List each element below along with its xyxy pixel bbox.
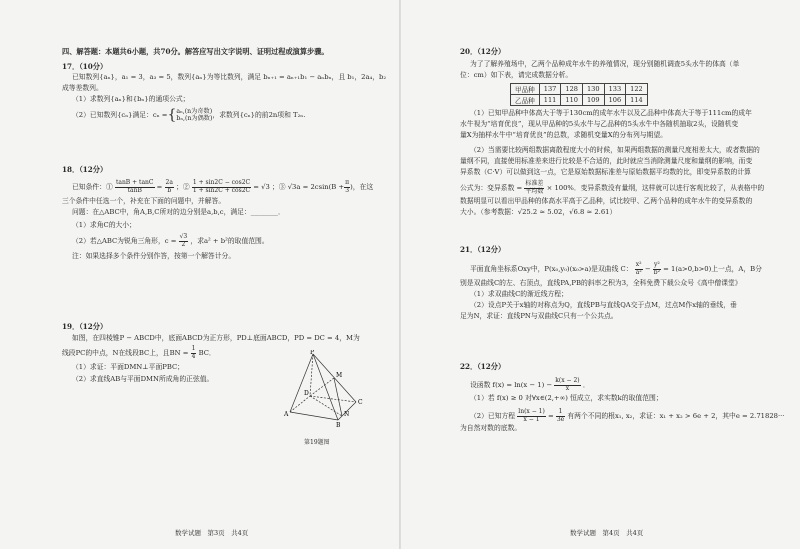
frac-num: π: [345, 179, 350, 186]
label-P: P: [310, 350, 315, 356]
right-page: [400, 0, 800, 549]
q21-frac-x: [635, 262, 643, 276]
q17-part2-text: （2）已知数列{cₙ}满足：cₙ =: [72, 111, 168, 119]
data-cell: 122: [626, 84, 648, 95]
frac-den: 4: [191, 352, 196, 360]
q18-part2-end: ，求a² + b²的取值范围。: [190, 237, 269, 245]
q18-line3: 问题：在△ABC中，角A,B,C所对的边分别是a,b,c，满足：________．: [72, 208, 285, 216]
page-footer-left: 数学试题 第3页 共4页: [175, 529, 249, 537]
frac-den: tanB: [127, 186, 142, 194]
frac-num: √3: [179, 233, 188, 240]
frac-den: 1 + sin2C + cos2C: [192, 186, 251, 194]
height-table: [510, 83, 648, 106]
data-cell: 133: [604, 84, 626, 95]
data-cell: 130: [582, 84, 604, 95]
q22-line1-end: ．: [582, 381, 590, 389]
q20-p2-line1: （2）当需要比较两组数据离散程度大小的时候，如果两组数据的测量尺度相差太大，或者数据的: [470, 146, 760, 154]
label-A: A: [284, 411, 289, 418]
data-cell: 111: [539, 95, 561, 106]
frac-den: x: [565, 384, 570, 392]
q22-header: 22．（12分）: [460, 362, 506, 371]
frac-den: 3e: [556, 415, 565, 423]
q18-line2: 三个条件中任选一个，补充在下面的问题中，并解答。: [62, 197, 226, 205]
q17-part2-end: ，求数列{cₙ}的前2n项和 T₂ₙ.: [212, 111, 306, 119]
q18-cond2-eq: = √3 ；③ √3a = 2csin(B +: [253, 183, 345, 191]
frac-num: 1: [191, 345, 196, 352]
q20-p2-line2: 量纲不同，直接使用标准差来进行比较是不合适的，此时就应当消除测量尺度和量纲的影响，而变: [460, 157, 753, 165]
q22-line1: [470, 378, 590, 392]
q22-frac-ln: [517, 409, 546, 423]
frac-num: tanB + tanC: [115, 179, 154, 186]
q20-p2-line3: 异系数（C·V）可以做到这一点，它是原始数据标准差与原始数据平均数的比，即变异系数的计算: [460, 168, 751, 176]
frac-num: y²: [653, 261, 660, 268]
label-C: C: [358, 399, 363, 406]
q19-line2: [62, 346, 216, 360]
q20-p1-line1: （1）已知甲品种中体高大于等于130cm的成年水牛以及乙品种中体高大于等于111cm的成年: [470, 109, 752, 117]
q22-part2-line2: 为自然对数的底数。: [460, 424, 522, 432]
q18-part2: [72, 234, 269, 248]
frac-den: 3: [345, 186, 350, 194]
q20-p1-line2: 水牛视为“培育优良”，现从甲品种的5头水牛与乙品种的5头水牛中各随机抽取2头，设随机变: [460, 120, 739, 128]
q21-header: 21．（12分）: [460, 245, 506, 254]
q17-cases: [176, 108, 212, 122]
q22-part2-text: （2）已知方程: [470, 412, 516, 420]
q18-frac1: [115, 180, 155, 194]
q18-cond2-label: ；②: [176, 183, 190, 191]
data-cell: 110: [561, 95, 583, 106]
q19-line1: 如图，在四棱锥P − ABCD中，底面ABCD为正方形，PD⊥底面ABCD，PD = DC = 4，M为: [72, 334, 360, 342]
q20-p2-line6: 大小。（参考数据：√25.2 ≈ 5.02，√6.8 ≈ 2.61）: [460, 208, 617, 216]
frac-den: b: [167, 186, 172, 194]
table-row: [511, 95, 648, 106]
q22-frac-3e: [556, 409, 565, 423]
label-N: N: [344, 411, 350, 418]
q21-line1: [470, 262, 762, 276]
q19-header: 19．（12分）: [62, 322, 108, 331]
cv-label: 公式为：变异系数 =: [460, 184, 523, 192]
pyramid-figure: [280, 350, 370, 435]
q17-line1: 已知数列{aₙ}，a₁ = 3，a₃ = 5，数列{aₙ}为等比数列，满足 bₙ₊₁ = aₙ₊₁b₁ − aₙbₙ，且 b₁，2a₄，b₂: [72, 73, 387, 81]
q21-frac-y: [653, 262, 661, 276]
q20-header: 20．（12分）: [460, 47, 506, 56]
table-row: [511, 84, 648, 95]
frac-den: 2: [181, 240, 186, 248]
data-cell: 128: [561, 84, 583, 95]
section-heading: 四、解答题：本题共6小题，共70分。解答应写出文字说明、证明过程或演算步骤。: [62, 47, 329, 56]
frac-num: 标准差: [525, 180, 544, 187]
q18-cond3-end: )，在这: [350, 183, 374, 191]
frac-num: 1 + sin2C − cos2C: [192, 179, 251, 186]
q21-part2-line2: 足为N，求证：直线PN与双曲线C只有一个公共点。: [460, 312, 618, 320]
q18-cond-label: 已知条件：①: [72, 183, 113, 191]
q22-part2: [470, 409, 784, 423]
label-M: M: [336, 372, 343, 379]
frac-den: 平均数: [525, 187, 544, 195]
cv-rest: × 100%．变异系数没有量纲，这样就可以进行客观比较了，从表格中的: [546, 184, 765, 192]
q17-part1: （1）求数列{aₙ}和{bₙ}的通项公式；: [72, 95, 190, 103]
q18-part2-text: （2）若△ABC为锐角三角形，c =: [72, 237, 177, 245]
row-header-cell: 甲品种: [511, 84, 540, 95]
q19-line2-text: 线段PC的中点，N在线段BC上，且BN =: [62, 349, 189, 357]
page-footer-right: 数学试题 第4页 共4页: [570, 529, 644, 537]
q22-eq: =: [547, 412, 554, 420]
q18-note: 注：如果选择多个条件分别作答，按第一个解答计分。: [72, 252, 236, 260]
data-cell: 109: [582, 95, 604, 106]
frac-den: b²: [653, 268, 660, 276]
q21-part2-line1: （2）设点P关于x轴的对称点为Q，直线PB与直线QA交于点M，过点M作x轴的垂线，垂: [470, 301, 737, 309]
q20-line1: 为了了解养殖场中，乙两个品种成年水牛的养殖情况，现分别随机调查5头水牛的体高（单: [470, 60, 740, 68]
q22-frac-f: [554, 378, 580, 392]
data-cell: 137: [539, 84, 561, 95]
q22-part2-end: 有两个不同的根x₁, x₂，求证：x₁ + x₂ > 6e + 2，其中e = 2.71828···: [567, 412, 785, 420]
q18-part1: （1）求角C的大小；: [72, 221, 136, 229]
frac-num: ln(x − 1): [518, 408, 545, 415]
brace: {: [167, 107, 177, 123]
q20-p1-line3: 量X为抽样水牛中“培育优良”的总数，求随机变量X的分布列与期望。: [460, 131, 667, 139]
q21-line1-end: = 1(a>0,b>0)上一点，A，B分: [663, 265, 762, 273]
q20-p2-line4: [460, 181, 764, 195]
q17-case1: aₙ,(n为奇数): [176, 108, 213, 115]
q22-part1: （1）若 f(x) ≥ 0 对∀x∈(2,+∞) 恒成立，求实数k的取值范围；: [470, 394, 663, 402]
q20-line2: 位：cm）如下表，请完成数据分析。: [460, 71, 573, 79]
frac-num: x²: [635, 261, 642, 268]
q21-minus: −: [644, 265, 651, 273]
q19-line2-end: BC．: [198, 349, 216, 357]
q21-line2: 别是双曲线C的左、右顶点，直线PA,PB的斜率之积为3，全科免费下载公众号《高中僧课堂》: [460, 279, 742, 287]
q18-conditions: [72, 180, 373, 194]
frac-den: x − 1: [523, 415, 540, 423]
cv-fraction: [524, 181, 544, 195]
data-cell: 106: [604, 95, 626, 106]
frac-num: 2a: [165, 179, 173, 186]
q18-frac2: [165, 180, 174, 194]
q21-line1-text: 平面直角坐标系Oxy中，P(x₀,y₀)(x₀>a)是双曲线 C：: [470, 265, 633, 273]
q17-line2: 成等差数列。: [62, 84, 103, 92]
q19-part1: （1）求证：平面DMN⊥平面PBC；: [72, 363, 184, 371]
q18-frac5: [179, 234, 189, 248]
figure-caption: 第19题图: [304, 439, 330, 446]
q20-p2-line5: 数据明显可以看出甲品种的体高水平高于乙品种，试比较甲、乙两个品种的成年水牛的变异系数的: [460, 197, 753, 205]
q18-eq: =: [156, 183, 163, 191]
data-cell: 114: [626, 95, 648, 106]
q18-header: 18．（12分）: [62, 165, 108, 174]
label-D: D: [304, 390, 309, 397]
q17-case2: bₙ,(n为偶数): [176, 115, 213, 122]
q19-frac: [191, 346, 197, 360]
q18-frac3: [192, 180, 251, 194]
label-B: B: [336, 422, 341, 429]
row-header-cell: 乙品种: [511, 95, 540, 106]
q17-part2: [72, 108, 305, 122]
q17-header: 17．（10分）: [62, 62, 108, 71]
frac-den: a²: [635, 268, 642, 276]
q22-line1-text: 设函数 f(x) = ln(x − 1) −: [470, 381, 553, 389]
frac-num: k(x − 2): [555, 377, 580, 384]
q19-part2: （2）求直线AB与平面DMN所成角的正弦值。: [72, 375, 214, 383]
q21-part1: （1）求双曲线C的渐近线方程；: [470, 290, 568, 298]
frac-num: 1: [556, 409, 565, 417]
